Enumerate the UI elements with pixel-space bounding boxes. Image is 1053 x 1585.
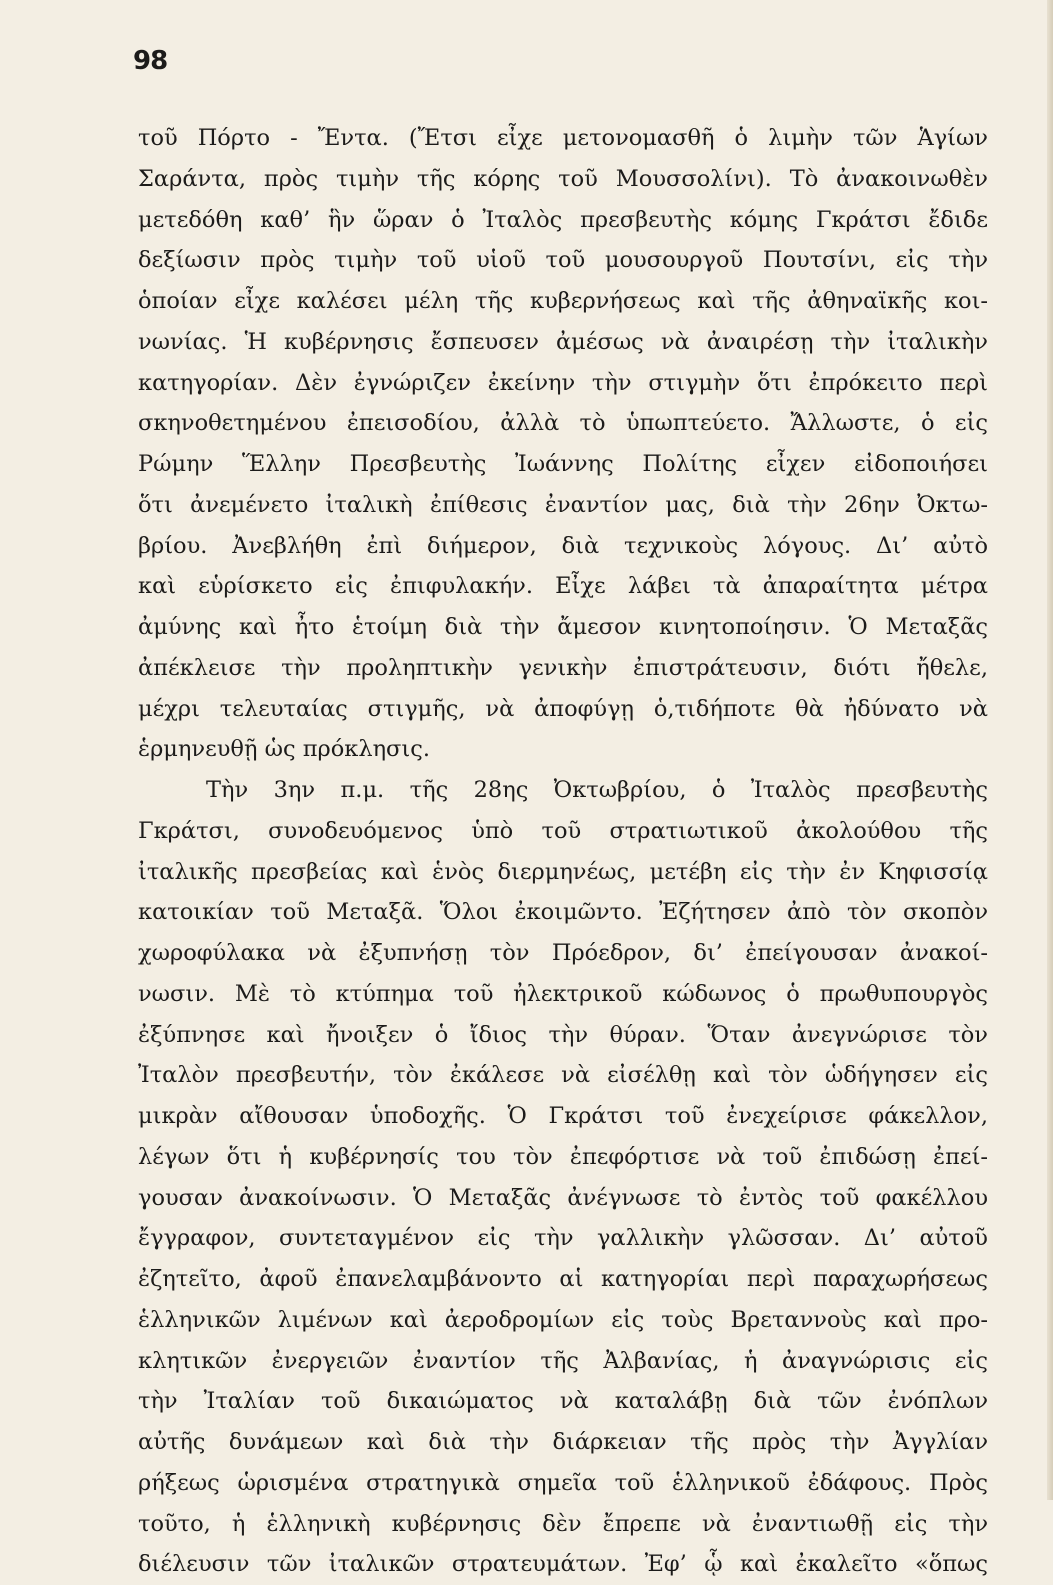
body-text	[138, 118, 988, 1585]
text-line: ἰταλικῆς πρεσβείας καὶ ἑνὸς διερμηνέως, μετέβη εἰς τὴν ἐν Κηφισσίᾳ	[138, 858, 988, 885]
text-line: τὴν Ἰταλίαν τοῦ δικαιώματος νὰ καταλάβῃ διὰ τῶν ἐνόπλων	[138, 1388, 988, 1415]
text-line: σκηνοθετημένου ἐπεισοδίου, ἀλλὰ τὸ ὑπωπτεύετο. Ἄλλωστε, ὁ εἰς	[138, 410, 988, 437]
text-line: νωνίας. Ἡ κυβέρνησις ἔσπευσεν ἀμέσως νὰ ἀναιρέσῃ τὴν ἰταλικὴν	[138, 328, 988, 355]
text-line: μέχρι τελευταίας στιγμῆς, νὰ ἀποφύγῃ ὁ,τιδήποτε θὰ ἠδύνατο νὰ	[138, 695, 988, 722]
text-line: κατηγορίαν. Δὲν ἐγνώριζεν ἐκείνην τὴν στιγμὴν ὅτι ἐπρόκειτο περὶ	[138, 369, 988, 396]
text-line: Σαράντα, πρὸς τιμὴν τῆς κόρης τοῦ Μουσσολίνι). Τὸ ἀνακοινωθὲν	[138, 165, 988, 192]
text-line: ρήξεως ὡρισμένα στρατηγικὰ σημεῖα τοῦ ἑλληνικοῦ ἐδάφους. Πρὸς	[138, 1469, 988, 1496]
text-line: βρίου. Ἀνεβλήθη ἐπὶ διήμερον, διὰ τεχνικοὺς λόγους. Δι’ αὐτὸ	[138, 532, 988, 559]
text-line: ὁποίαν εἶχε καλέσει μέλη τῆς κυβερνήσεως καὶ τῆς ἀθηναϊκῆς κοι-	[138, 288, 988, 314]
text-line: ἐζητεῖτο, ἀφοῦ ἐπανελαμβάνοντο αἱ κατηγορίαι περὶ παραχωρήσεως	[138, 1266, 988, 1292]
text-line: τοῦ Πόρτο - Ἔντα. (Ἔτσι εἶχε μετονομασθῆ ὁ λιμὴν τῶν Ἁγίων	[138, 125, 988, 151]
text-line: ὅτι ἀνεμένετο ἰταλικὴ ἐπίθεσις ἐναντίον μας, διὰ τὴν 26ην Ὀκτω-	[138, 491, 988, 518]
text-line: νωσιν. Μὲ τὸ κτύπημα τοῦ ἠλεκτρικοῦ κώδωνος ὁ πρωθυπουργὸς	[138, 980, 988, 1007]
text-line: μικρὰν αἴθουσαν ὑποδοχῆς. Ὁ Γκράτσι τοῦ ἐνεχείρισε φάκελλον,	[138, 1103, 988, 1129]
paragraph	[138, 770, 988, 1585]
text-line: τοῦτο, ἡ ἑλληνικὴ κυβέρνησις δὲν ἔπρεπε νὰ ἐναντιωθῇ εἰς τὴν	[138, 1510, 988, 1537]
text-line: ἑρμηνευθῇ ὡς πρόκλησις.	[138, 736, 430, 763]
text-line: Ρώμην Ἕλλην Πρεσβευτὴς Ἰωάννης Πολίτης εἶχεν εἰδοποιήσει	[138, 451, 988, 477]
text-line: αὐτῆς δυνάμεων καὶ διὰ τὴν διάρκειαν τῆς πρὸς τὴν Ἀγγλίαν	[138, 1429, 988, 1455]
text-line: ἑλληνικῶν λιμένων καὶ ἀεροδρομίων εἰς τοὺς Βρεταννοὺς καὶ προ-	[138, 1306, 988, 1333]
text-line: Τὴν 3ην π.μ. τῆς 28ης Ὀκτωβρίου, ὁ Ἰταλὸς πρεσβευτὴς	[206, 777, 988, 803]
text-line: ἔγγραφον, συντεταγμένον εἰς τὴν γαλλικὴν γλῶσσαν. Δι’ αὐτοῦ	[138, 1225, 988, 1252]
paragraph	[138, 118, 988, 770]
text-line: Γκράτσι, συνοδευόμενος ὑπὸ τοῦ στρατιωτικοῦ ἀκολούθου τῆς	[138, 817, 988, 844]
text-line: ἀπέκλεισε τὴν προληπτικὴν γενικὴν ἐπιστράτευσιν, διότι ἤθελε,	[138, 654, 988, 681]
text-line: χωροφύλακα νὰ ἐξυπνήσῃ τὸν Πρόεδρον, δι’ ἐπείγουσαν ἀνακοί-	[138, 940, 988, 966]
text-line: διέλευσιν τῶν ἰταλικῶν στρατευμάτων. Ἐφ’ ᾧ καὶ ἐκαλεῖτο «ὅπως	[138, 1551, 988, 1578]
text-line: μετεδόθη καθ’ ἣν ὥραν ὁ Ἰταλὸς πρεσβευτὴς κόμης Γκράτσι ἔδιδε	[138, 206, 988, 233]
text-line: κλητικῶν ἐνεργειῶν ἐναντίον τῆς Ἀλβανίας, ἡ ἀναγνώρισις εἰς	[138, 1347, 988, 1374]
text-line: ἀμύνης καὶ ἦτο ἑτοίμη διὰ τὴν ἄμεσον κινητοποίησιν. Ὁ Μεταξᾶς	[138, 614, 988, 640]
text-line: λέγων ὅτι ἡ κυβέρνησίς του τὸν ἐπεφόρτισε νὰ τοῦ ἐπιδώσῃ ἐπεί-	[138, 1143, 988, 1170]
text-line: Ἰταλὸν πρεσβευτήν, τὸν ἐκάλεσε νὰ εἰσέλθῃ καὶ τὸν ὡδήγησεν εἰς	[138, 1062, 988, 1089]
text-line: δεξίωσιν πρὸς τιμὴν τοῦ υἱοῦ τοῦ μουσουργοῦ Πουτσίνι, εἰς τὴν	[138, 247, 988, 274]
text-line: ἐξύπνησε καὶ ἤνοιξεν ὁ ἴδιος τὴν θύραν. Ὅταν ἀνεγνώρισε τὸν	[138, 1021, 988, 1048]
page-edge	[1047, 0, 1053, 1500]
text-line: κατοικίαν τοῦ Μεταξᾶ. Ὅλοι ἐκοιμῶντο. Ἐζήτησεν ἀπὸ τὸν σκοπὸν	[138, 899, 988, 926]
text-line: καὶ εὑρίσκετο εἰς ἐπιφυλακήν. Εἶχε λάβει τὰ ἀπαραίτητα μέτρα	[138, 573, 988, 600]
text-line: γουσαν ἀνακοίνωσιν. Ὁ Μεταξᾶς ἀνέγνωσε τὸ ἐντὸς τοῦ φακέλλου	[138, 1184, 988, 1211]
page-number: 98	[133, 46, 168, 76]
